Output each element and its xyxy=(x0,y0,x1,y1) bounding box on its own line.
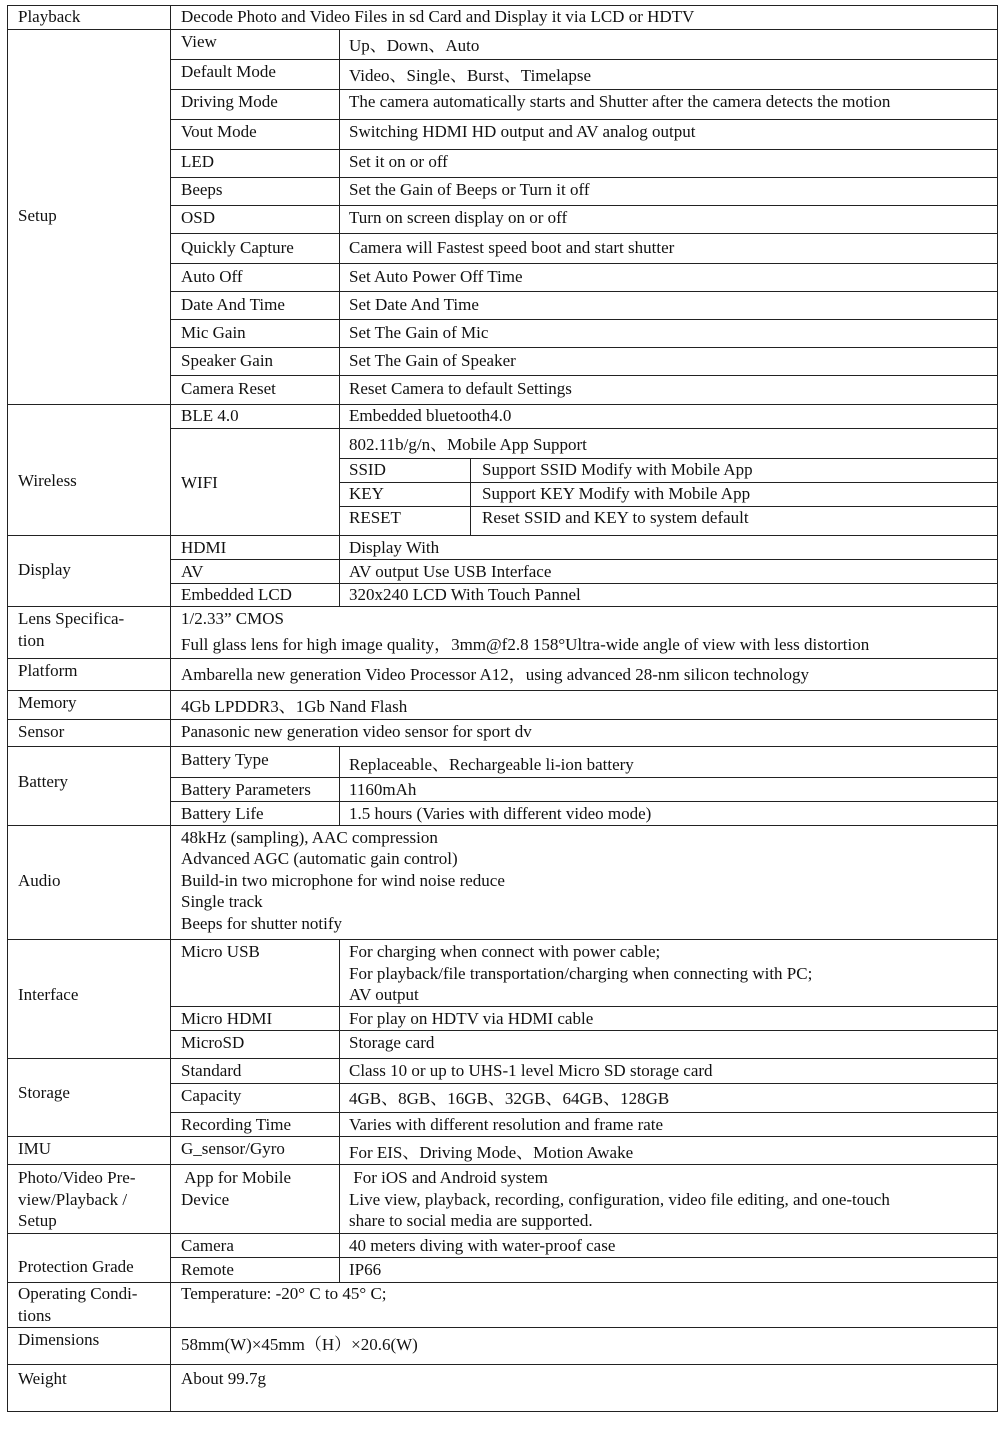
app-name: App for Mobile xyxy=(181,1168,292,1187)
setup-item-name: View xyxy=(181,32,217,51)
setup-item-name: Default Mode xyxy=(181,62,276,81)
setup-item-name: Driving Mode xyxy=(181,92,278,111)
battery-item-name: Battery Life xyxy=(181,804,264,823)
lens-line: 1/2.33” CMOS xyxy=(181,609,284,628)
setup-item-value: Set Date And Time xyxy=(349,295,479,314)
app-value-line: For iOS and Android system xyxy=(349,1168,548,1187)
setup-item-value: Set it on or off xyxy=(349,152,448,171)
wireless-wifi-intro: 802.11b/g/n、Mobile App Support xyxy=(349,435,587,454)
audio-line: Single track xyxy=(181,892,263,911)
setup-item-value: Reset Camera to default Settings xyxy=(349,379,572,398)
protection-item-value: IP66 xyxy=(349,1260,382,1279)
setup-item-value: The camera automatically starts and Shutter after the camera detects the motion xyxy=(349,92,891,111)
wifi-item-name: SSID xyxy=(349,460,386,479)
wifi-item-value: Reset SSID and KEY to system default xyxy=(482,508,749,527)
label-dimensions: Dimensions xyxy=(18,1330,100,1349)
label-wireless: Wireless xyxy=(18,471,77,490)
audio-line: Advanced AGC (automatic gain control) xyxy=(181,849,458,868)
setup-item-name: Vout Mode xyxy=(181,122,257,141)
setup-item-name: Beeps xyxy=(181,180,223,199)
label-imu: IMU xyxy=(18,1139,52,1158)
label-weight: Weight xyxy=(18,1369,67,1388)
storage-item-value: Varies with different resolution and frame rate xyxy=(349,1115,664,1134)
setup-item-value: Turn on screen display on or off xyxy=(349,208,568,227)
interface-usb-line: For playback/file transportation/charging when connecting with PC; xyxy=(349,964,813,983)
label-memory: Memory xyxy=(18,693,77,712)
setup-item-value: Video、Single、Burst、Timelapse xyxy=(349,66,592,85)
setup-item-name: Auto Off xyxy=(181,267,243,286)
label-playback: Playback xyxy=(18,7,81,26)
battery-item-value: Replaceable、Rechargeable li-ion battery xyxy=(349,755,634,774)
audio-line: 48kHz (sampling), AAC compression xyxy=(181,828,438,847)
interface-usb-name: Micro USB xyxy=(181,942,260,961)
setup-item-name: OSD xyxy=(181,208,216,227)
setup-item-name: Camera Reset xyxy=(181,379,276,398)
setup-item-value: Switching HDMI HD output and AV analog output xyxy=(349,122,696,141)
setup-item-name: LED xyxy=(181,152,215,171)
label-platform: Platform xyxy=(18,661,78,680)
app-value-line: share to social media are supported. xyxy=(349,1211,593,1230)
label-display: Display xyxy=(18,560,71,579)
display-item-value: Display With xyxy=(349,538,440,557)
value-playback: Decode Photo and Video Files in sd Card and Display it via LCD or HDTV xyxy=(181,7,695,26)
label-sensor: Sensor xyxy=(18,722,65,741)
imu-name: G_sensor/Gyro xyxy=(181,1139,285,1158)
label-setup: Setup xyxy=(18,206,57,225)
value-operating: Temperature: -20° C to 45° C; xyxy=(181,1284,387,1303)
display-item-name: AV xyxy=(181,562,204,581)
battery-item-name: Battery Parameters xyxy=(181,780,311,799)
value-dimensions: 58mm(W)×45mm（H）×20.6(W) xyxy=(181,1335,418,1354)
label-operating-cont: tions xyxy=(18,1306,52,1325)
audio-line: Build-in two microphone for wind noise reduce xyxy=(181,871,505,890)
storage-item-name: Recording Time xyxy=(181,1115,292,1134)
wireless-ble-name: BLE 4.0 xyxy=(181,406,239,425)
lens-line: Full glass lens for high image quality，3mm@f2.8 158°Ultra-wide angle of view with less distortion xyxy=(181,635,870,654)
setup-item-name: Date And Time xyxy=(181,295,285,314)
audio-line: Beeps for shutter notify xyxy=(181,914,342,933)
setup-item-name: Mic Gain xyxy=(181,323,246,342)
interface-sd-value: Storage card xyxy=(349,1033,435,1052)
label-app-cont: view/Playback / xyxy=(18,1190,128,1209)
storage-item-value: Class 10 or up to UHS-1 level Micro SD storage card xyxy=(349,1061,713,1080)
value-sensor: Panasonic new generation video sensor for sport dv xyxy=(181,722,532,741)
label-lens: Lens Specifica- xyxy=(18,609,125,628)
interface-usb-line: AV output xyxy=(349,985,419,1004)
app-name-cont: Device xyxy=(181,1190,230,1209)
battery-item-value: 1160mAh xyxy=(349,780,417,799)
battery-item-name: Battery Type xyxy=(181,750,269,769)
setup-item-value: Set The Gain of Mic xyxy=(349,323,489,342)
interface-usb-line: For charging when connect with power cable; xyxy=(349,942,661,961)
setup-item-value: Set the Gain of Beeps or Turn it off xyxy=(349,180,590,199)
wifi-item-value: Support SSID Modify with Mobile App xyxy=(482,460,753,479)
setup-item-value: Set The Gain of Speaker xyxy=(349,351,516,370)
setup-item-value: Up、Down、Auto xyxy=(349,36,480,55)
protection-item-name: Remote xyxy=(181,1260,234,1279)
battery-item-value: 1.5 hours (Varies with different video mode) xyxy=(349,804,652,823)
wifi-item-name: RESET xyxy=(349,508,401,527)
wifi-item-value: Support KEY Modify with Mobile App xyxy=(482,484,751,503)
protection-item-name: Camera xyxy=(181,1236,234,1255)
interface-sd-name: MicroSD xyxy=(181,1033,245,1052)
interface-hdmi-value: For play on HDTV via HDMI cable xyxy=(349,1009,594,1028)
display-item-value: 320x240 LCD With Touch Pannel xyxy=(349,585,581,604)
label-battery: Battery xyxy=(18,772,69,791)
label-protection: Protection Grade xyxy=(18,1257,134,1276)
wifi-item-name: KEY xyxy=(349,484,384,503)
value-platform: Ambarella new generation Video Processor A12，using advanced 28-nm silicon technology xyxy=(181,665,809,684)
label-operating: Operating Condi- xyxy=(18,1284,138,1303)
wireless-wifi-name: WIFI xyxy=(181,473,218,492)
interface-hdmi-name: Micro HDMI xyxy=(181,1009,273,1028)
display-item-name: HDMI xyxy=(181,538,227,557)
storage-item-name: Capacity xyxy=(181,1086,242,1105)
setup-item-name: Speaker Gain xyxy=(181,351,274,370)
storage-item-name: Standard xyxy=(181,1061,242,1080)
label-audio: Audio xyxy=(18,871,61,890)
app-value-line: Live view, playback, recording, configuration, video file editing, and one-touch xyxy=(349,1190,890,1209)
wireless-ble-value: Embedded bluetooth4.0 xyxy=(349,406,512,425)
protection-item-value: 40 meters diving with water-proof case xyxy=(349,1236,616,1255)
label-lens-cont: tion xyxy=(18,631,45,650)
setup-item-value: Set Auto Power Off Time xyxy=(349,267,523,286)
label-interface: Interface xyxy=(18,985,79,1004)
imu-value: For EIS、Driving Mode、Motion Awake xyxy=(349,1143,634,1162)
storage-item-value: 4GB、8GB、16GB、32GB、64GB、128GB xyxy=(349,1089,670,1108)
display-item-value: AV output Use USB Interface xyxy=(349,562,552,581)
label-app: Photo/Video Pre- xyxy=(18,1168,136,1187)
display-item-name: Embedded LCD xyxy=(181,585,292,604)
label-storage: Storage xyxy=(18,1083,70,1102)
value-weight: About 99.7g xyxy=(181,1369,266,1388)
setup-item-name: Quickly Capture xyxy=(181,238,294,257)
label-app-cont: Setup xyxy=(18,1211,57,1230)
setup-item-value: Camera will Fastest speed boot and start shutter xyxy=(349,238,675,257)
value-memory: 4Gb LPDDR3、1Gb Nand Flash xyxy=(181,697,408,716)
